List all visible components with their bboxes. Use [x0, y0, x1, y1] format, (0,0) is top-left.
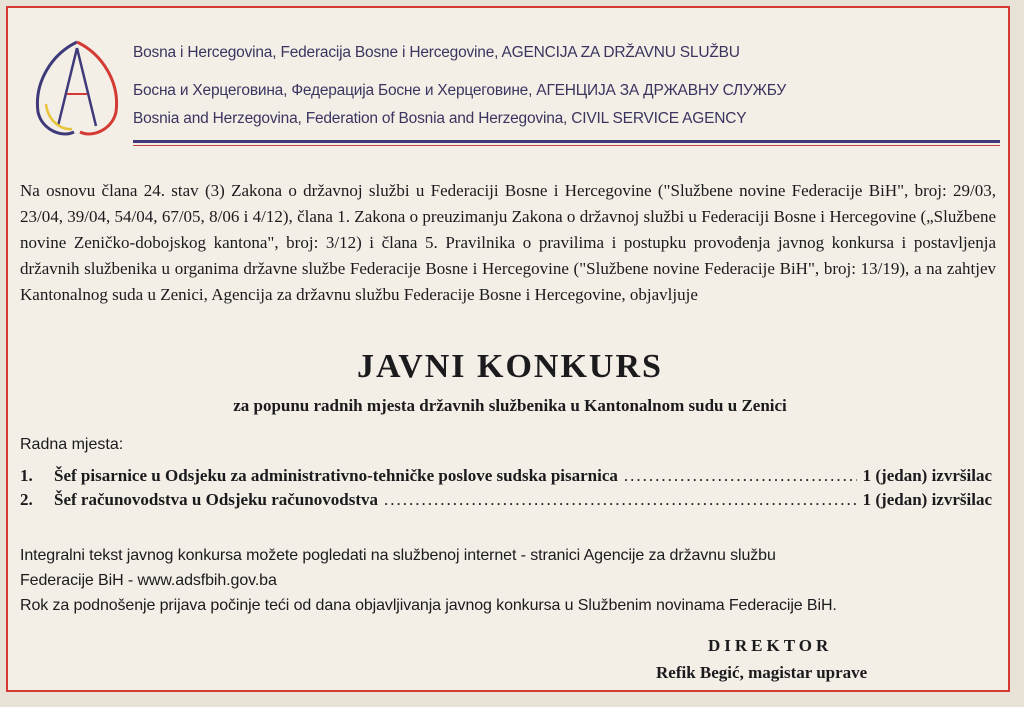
header-rule-red [133, 145, 1000, 146]
header-cyrillic: Босна и Херцеговина, Федерација Босне и Херцеговине, АГЕНЦИЈА ЗА ДРЖАВНУ СЛУЖБУ [133, 82, 787, 99]
dot-leader [384, 490, 857, 510]
position-count: 1 (jedan) izvršilac [862, 490, 992, 509]
website-line: Federacije BiH - www.adsfbih.gov.ba [20, 572, 277, 589]
header-english: Bosnia and Herzegovina, Federation of Bosnia and Herzegovina, CIVIL SERVICE AGENCY [133, 110, 747, 127]
position-title: Šef računovodstva u Odsjeku računovodstva [54, 490, 378, 509]
intro-paragraph: Na osnovu člana 24. stav (3) Zakona o državnoj službi u Federaciji Bosne i Hercegovine ("Službene novine Federacije BiH", broj: 29/03, 23/04, 39/04, 54/04, 67/05, 8/06 i 4/12), člana 1. Zakona o preuzimanju Zakona o državnoj službi u Federaciji Bosne i Hercegovine („Službene novine Zeničko-dobojskog kantona", broj: 3/12) i člana 5. Pravilnika o pravilima i postupku provođenja javnog konkursa i postavljenja državnih službenika u organima državne službe Federacije Bosne i Hercegovine ("Službene novine Federacije BiH", broj: 13/19), a na zahtjev Kantonalnog suda u Zenici, Agencija za državnu službu Federacije Bosne i Hercegovine, objavljuje [20, 181, 996, 304]
header-latin: Bosna i Hercegovina, Federacija Bosne i Hercegovine, AGENCIJA ZA DRŽAVNU SLUŽBU [133, 44, 740, 61]
agency-logo [22, 34, 132, 144]
position-number: 2. [20, 490, 33, 509]
header-rule-blue [133, 140, 1000, 143]
position-item [20, 466, 992, 486]
position-count: 1 (jedan) izvršilac [862, 466, 992, 485]
position-item [20, 490, 992, 510]
signature-name: Refik Begić, magistar uprave [656, 663, 868, 682]
job-advertisement [6, 6, 1010, 692]
position-number: 1. [20, 466, 33, 485]
deadline-line: Rok za podnošenje prijava počinje teći od dana objavljivanja javnog konkursa u Službenim novinama Federacije BiH. [20, 597, 837, 614]
signature-role: DIREKTOR [708, 636, 833, 655]
closing-text [20, 543, 996, 618]
subtitle: za popunu radnih mjesta državnih službenika u Kantonalnom sudu u Zenici [233, 396, 787, 415]
positions-label: Radna mjesta: [20, 436, 124, 453]
page-title: JAVNI KONKURS [357, 348, 663, 385]
position-title: Šef pisarnice u Odsjeku za administrativno-tehničke poslove sudska pisarnica [54, 466, 618, 485]
closing-line: Integralni tekst javnog konkursa možete pogledati na službenoj internet - stranici Agencije za državnu službu [20, 547, 776, 564]
dot-leader [624, 466, 857, 486]
